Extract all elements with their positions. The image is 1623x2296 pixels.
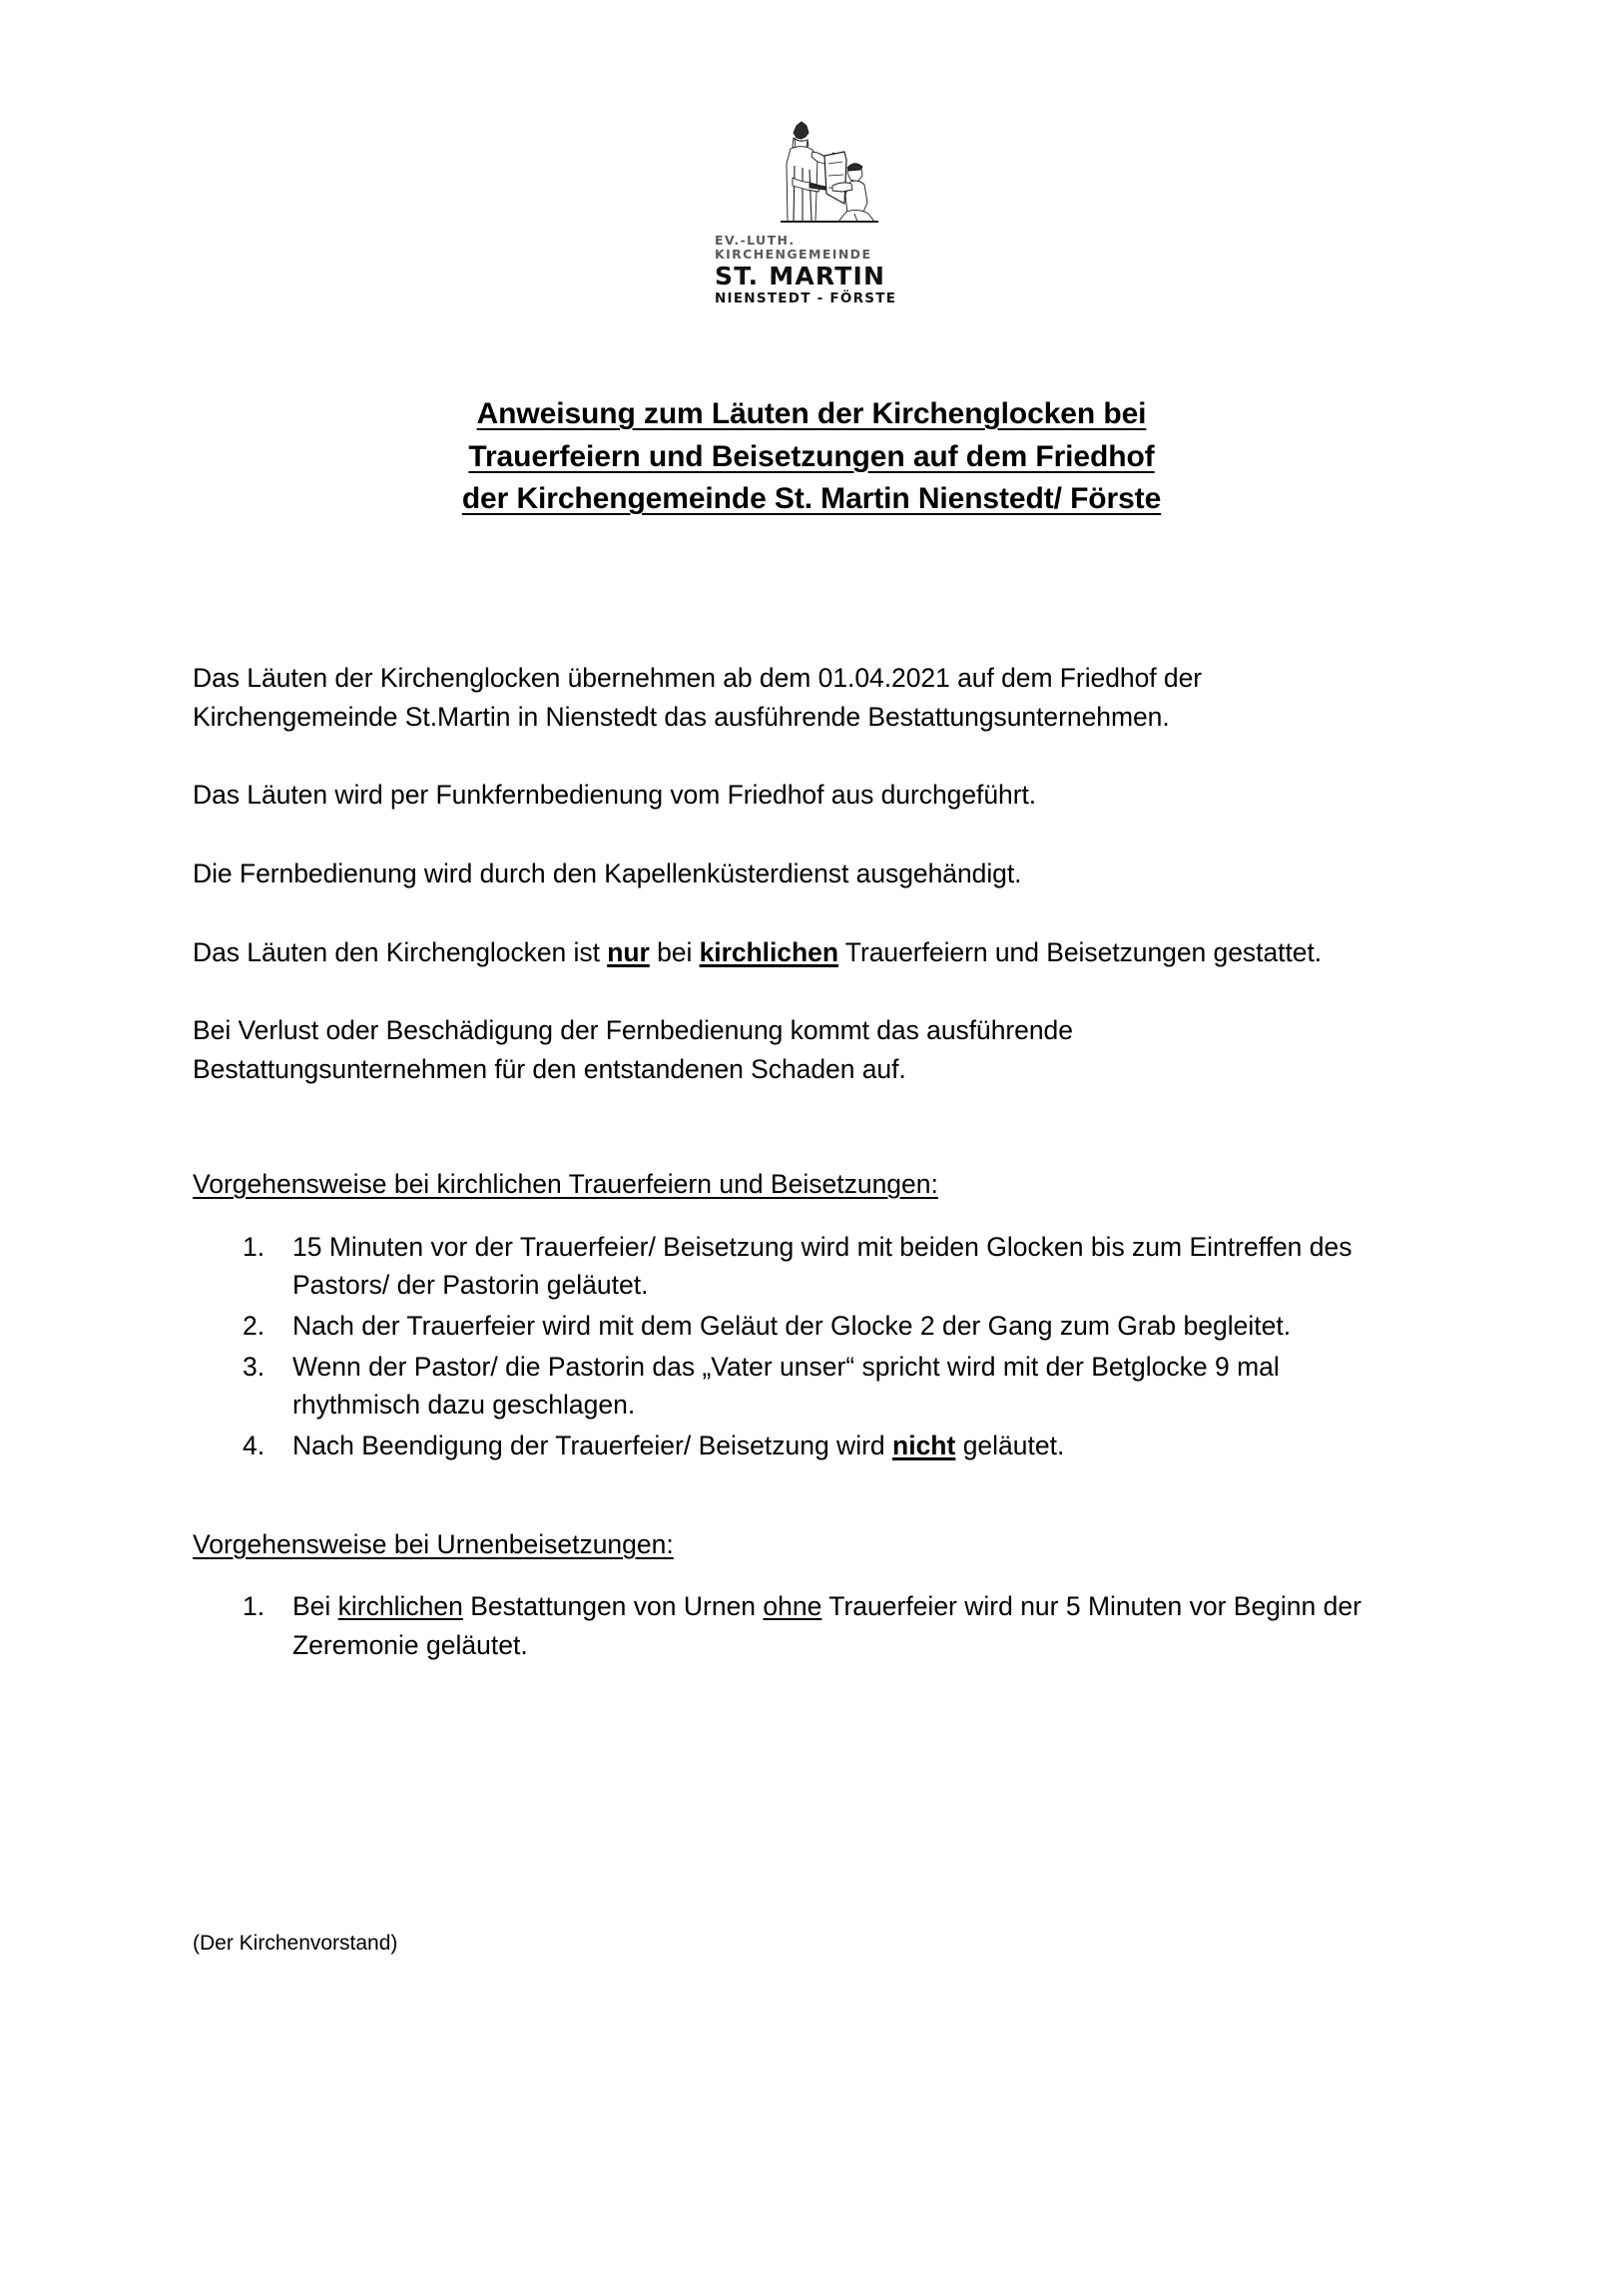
document-body xyxy=(193,659,1372,1667)
procedure-list-church xyxy=(193,1228,1372,1465)
church-logo xyxy=(0,120,1623,307)
section-heading-urn-burials-text: Vorgehensweise bei Urnenbeisetzungen: xyxy=(193,1528,674,1559)
list-item xyxy=(193,1228,1372,1305)
logo-line-st-martin: ST. MARTIN xyxy=(715,262,886,290)
list-item-text: Nach der Trauerfeier wird mit dem Geläut der Glocke 2 der Gang zum Grab begleitet. xyxy=(292,1310,1292,1341)
logo-line-ev-luth: EV.-LUTH. xyxy=(715,233,796,248)
st-martin-cloak-illustration-icon xyxy=(737,120,886,232)
p4-text-b: bei xyxy=(649,936,700,967)
spacer xyxy=(193,1129,1372,1165)
signature-line: (Der Kirchenvorstand) xyxy=(193,1932,398,1955)
list-item-text-a: Bei xyxy=(292,1591,338,1622)
logo-line-kirchengemeinde: KIRCHENGEMEINDE xyxy=(715,247,872,262)
list-item xyxy=(193,1427,1372,1465)
list-item xyxy=(193,1348,1372,1425)
list-item xyxy=(193,1587,1372,1664)
section-heading-church-funerals xyxy=(193,1165,1372,1204)
list-item-text-b: Bestattungen von Urnen xyxy=(462,1591,764,1622)
list-item xyxy=(193,1307,1372,1346)
paragraph-handover: Das Läuten der Kirchenglocken übernehmen ab dem 01.04.2021 auf dem Friedhof der Kirchengemeinde St.Martin in Nienstedt das ausführende Bestattungsunternehmen. xyxy=(193,663,1203,732)
paragraph-damage-liability: Bei Verlust oder Beschädigung der Fernbedienung kommt das ausführende Bestattungsunternehmen für den entstandenen Schaden auf. xyxy=(193,1015,1073,1085)
p4-text-c: Trauerfeiern und Beisetzungen gestattet. xyxy=(837,936,1323,967)
paragraph-remote-handout: Die Fernbedienung wird durch den Kapellenküsterdienst ausgehändigt. xyxy=(193,859,1022,889)
p4-text-a: Das Läuten den Kirchenglocken ist xyxy=(193,936,608,967)
paragraph-only-church-services xyxy=(193,933,1372,972)
list-item-text: 15 Minuten vor der Trauerfeier/ Beisetzung wird mit beiden Glocken bis zum Eintreffen des Pastors/ der Pastorin geläutet. xyxy=(292,1231,1352,1301)
list-item-text-c: Trauerfeier wird nur 5 Minuten vor Beginn der Zeremonie geläutet. xyxy=(292,1591,1361,1660)
list-item-emphasis-kirchlichen: kirchlichen xyxy=(337,1591,463,1622)
logo-wordmark xyxy=(709,234,914,307)
list-item-text-b: geläutet. xyxy=(955,1430,1065,1460)
list-item-text: Wenn der Pastor/ die Pastorin das „Vater unser“ spricht wird mit der Betglocke 9 mal rhythmisch dazu geschlagen. xyxy=(292,1351,1280,1421)
list-item-emphasis-ohne: ohne xyxy=(763,1591,822,1622)
spacer xyxy=(193,1467,1372,1525)
p4-emphasis-kirchlichen: kirchlichen xyxy=(699,936,838,967)
procedure-list-urn xyxy=(193,1587,1372,1664)
paragraph-radio-remote: Das Läuten wird per Funkfernbedienung vom Friedhof aus durchgeführt. xyxy=(193,780,1037,811)
page-title-line-1: Anweisung zum Läuten der Kirchenglocken bei xyxy=(476,397,1147,430)
list-item-emphasis-nicht: nicht xyxy=(892,1430,956,1460)
page-title xyxy=(0,393,1623,521)
section-heading-church-funerals-text: Vorgehensweise bei kirchlichen Trauerfeiern und Beisetzungen: xyxy=(193,1168,938,1199)
section-heading-urn-burials xyxy=(193,1525,1372,1564)
page-title-line-3: der Kirchengemeinde St. Martin Nienstedt/ Förste xyxy=(461,482,1162,516)
logo-line-nienstedt-foerste: NIENSTEDT - FÖRSTE xyxy=(715,290,897,306)
list-item-text-a: Nach Beendigung der Trauerfeier/ Beisetzung wird xyxy=(292,1430,893,1460)
p4-emphasis-nur: nur xyxy=(607,936,650,967)
page-title-line-2: Trauerfeiern und Beisetzungen auf dem Friedhof xyxy=(468,439,1155,473)
